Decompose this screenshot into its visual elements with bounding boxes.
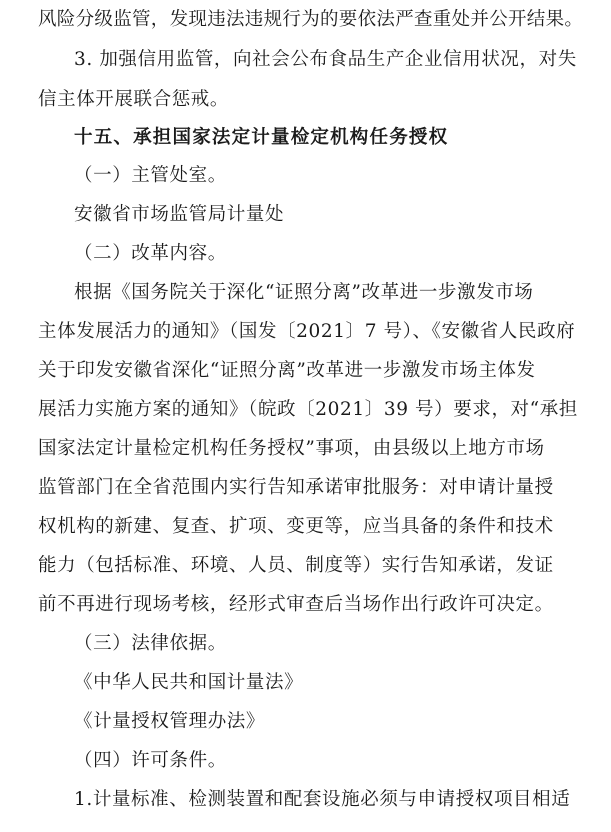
body-text-line: 信主体开展联合惩戒。 <box>38 89 230 110</box>
subsection-heading: （二）改革内容。 <box>74 243 227 264</box>
body-text-line: 关于印发安徽省深化“证照分离”改革进一步激发市场主体发 <box>38 360 536 381</box>
body-text-line: 监管部门在全省范围内实行告知承诺审批服务：对申请计量授 <box>38 477 554 498</box>
body-text-line: 权机构的新建、复查、扩项、变更等，应当具备的条件和技术 <box>38 516 554 537</box>
body-text-line: 安徽省市场监管局计量处 <box>74 204 285 225</box>
body-text-line: 能力（包括标准、环境、人员、制度等）实行告知承诺，发证 <box>38 555 554 576</box>
section-heading: 十五、承担国家法定计量检定机构任务授权 <box>74 127 449 148</box>
body-text-line: 3. 加强信用监管，向社会公布食品生产企业信用状况，对失 <box>74 49 577 70</box>
body-text-line: 1.计量标准、检测装置和配套设施必须与申请授权项目相适 <box>74 789 571 810</box>
subsection-heading: （四）许可条件。 <box>74 750 227 771</box>
body-text-line: 风险分级监管，发现违法违规行为的要依法严查重处并公开结果。 <box>38 9 584 30</box>
body-text-line: 根据《国务院关于深化“证照分离”改革进一步激发市场 <box>74 282 534 303</box>
body-text-line: 主体发展活力的通知》（国发〔2021〕7 号）、《安徽省人民政府 <box>38 321 576 342</box>
subsection-heading: （一）主管处室。 <box>74 165 227 186</box>
body-text-line: 国家法定计量检定机构任务授权”事项，由县级以上地方市场 <box>38 438 545 459</box>
body-text-line: 展活力实施方案的通知》（皖政〔2021〕39 号）要求，对“承担 <box>38 399 578 420</box>
law-citation: 《中华人民共和国计量法》 <box>74 672 304 693</box>
subsection-heading: （三）法律依据。 <box>74 633 227 654</box>
body-text-line: 前不再进行现场考核，经形式审查后当场作出行政许可决定。 <box>38 594 554 615</box>
law-citation: 《计量授权管理办法》 <box>74 711 266 732</box>
